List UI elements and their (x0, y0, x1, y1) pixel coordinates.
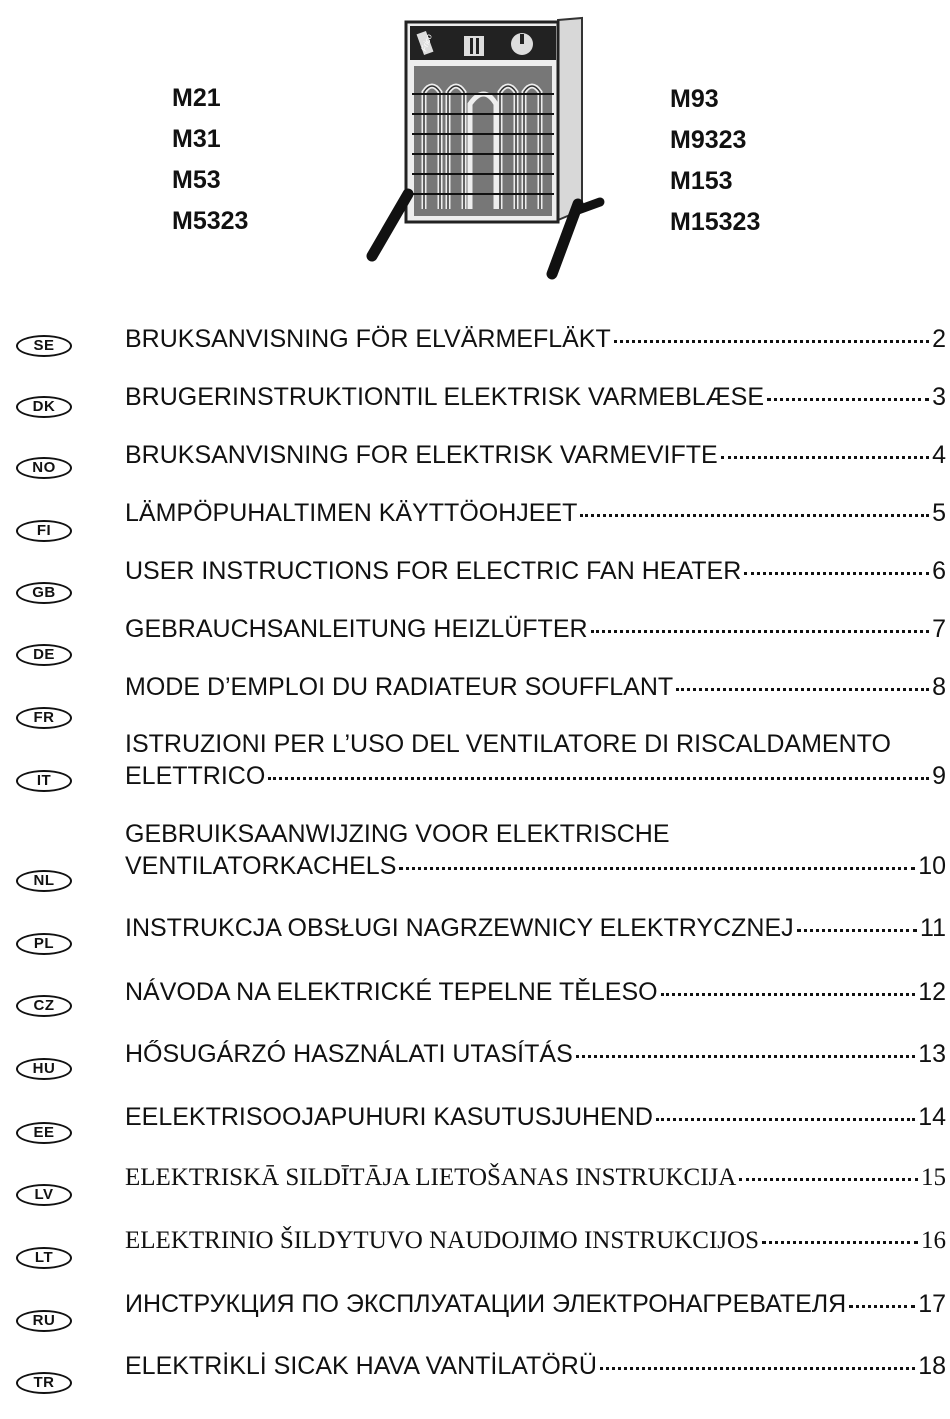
toc-title: MODE D’EMPLOI DU RADIATEUR SOUFFLANT (125, 673, 674, 701)
toc-title: ELEKTRİKLİ SICAK HAVA VANTİLATÖRÜ (125, 1352, 597, 1380)
toc-entry (125, 499, 946, 528)
fan-heater-illustration (360, 14, 610, 284)
toc-title: NÁVODA NA ELEKTRICKÉ TEPELNE TĚLESO (125, 978, 658, 1006)
dot-leader (849, 1305, 915, 1308)
toc-entry (125, 852, 946, 881)
toc-page-number: 16 (921, 1227, 946, 1254)
heater-brand: Frico (419, 32, 434, 53)
language-code-badge: FR (16, 707, 72, 729)
toc-page-number: 5 (932, 499, 946, 527)
toc-title: BRUKSANVISNING FOR ELEKTRISK VARMEVIFTE (125, 441, 718, 469)
toc-title: GEBRAUCHSANLEITUNG HEIZLÜFTER (125, 615, 588, 643)
model-name: M21 (172, 84, 221, 112)
model-name: M15323 (670, 208, 761, 236)
toc-title: HŐSUGÁRZÓ HASZNÁLATI UTASÍTÁS (125, 1040, 573, 1068)
dot-leader (614, 340, 929, 343)
model-list-right (670, 79, 760, 243)
language-code-badge: DK (16, 396, 72, 418)
dot-leader (767, 398, 929, 401)
toc-title: VENTILATORKACHELS (125, 852, 397, 880)
dot-leader (576, 1055, 915, 1058)
toc-entry (125, 1352, 946, 1381)
model-name: M53 (172, 166, 221, 194)
model-name: M153 (670, 167, 733, 195)
toc-title: BRUKSANVISNING FÖR ELVÄRMEFLÄKT (125, 325, 611, 353)
toc-page-number: 4 (932, 441, 946, 469)
language-code-badge: RU (16, 1310, 72, 1332)
toc-entry (125, 1164, 946, 1192)
language-code-badge: CZ (16, 995, 72, 1017)
toc-title: ELEKTRISKĀ SILDĪTĀJA LIETOŠANAS INSTRUKCIJA (125, 1164, 737, 1191)
toc-page-number: 2 (932, 325, 946, 353)
dot-leader (797, 929, 917, 932)
model-name: M5323 (172, 207, 249, 235)
language-code-badge: TR (16, 1372, 72, 1394)
dot-leader (268, 777, 929, 780)
toc-title: INSTRUKCJA OBSŁUGI NAGRZEWNICY ELEKTRYCZNEJ (125, 914, 794, 942)
language-code-badge: SE (16, 335, 72, 357)
toc-page-number: 18 (918, 1352, 946, 1380)
language-code-badge: NL (16, 870, 72, 892)
language-code-badge: IT (16, 770, 72, 792)
toc-title-line1: GEBRUIKSAANWIJZING VOOR ELEKTRISCHE (125, 820, 670, 848)
toc-entry (125, 1227, 946, 1255)
toc-page-number: 14 (918, 1103, 946, 1131)
toc-entry (125, 615, 946, 644)
language-code-badge: FI (16, 520, 72, 542)
dot-leader (661, 993, 916, 996)
toc-entry (125, 1290, 946, 1319)
dot-leader (744, 572, 929, 575)
toc-entry (125, 1103, 946, 1132)
dot-leader (656, 1118, 915, 1121)
toc-page-number: 10 (918, 852, 946, 880)
dot-leader (739, 1178, 918, 1181)
toc-entry (125, 978, 946, 1007)
toc-entry (125, 557, 946, 586)
toc-title: EELEKTRISOOJAPUHURI KASUTUSJUHEND (125, 1103, 653, 1131)
language-code-badge: EE (16, 1122, 72, 1144)
toc-title: ИНСТРУКЦИЯ ПО ЭКСПЛУАТАЦИИ ЭЛЕКТРОНАГРЕВАТЕЛЯ (125, 1290, 847, 1318)
toc-title: BRUGERINSTRUKTIONTIL ELEKTRISK VARMEBLÆSE (125, 383, 765, 411)
toc-entry (125, 325, 946, 354)
toc-entry (125, 383, 946, 412)
toc-entry (125, 441, 946, 470)
toc-page-number: 15 (921, 1164, 946, 1191)
language-code-badge: NO (16, 457, 72, 479)
language-code-badge: PL (16, 933, 72, 955)
toc-title-line1: ISTRUZIONI PER L’USO DEL VENTILATORE DI RISCALDAMENTO (125, 730, 891, 758)
dot-leader (591, 630, 930, 633)
dot-leader (676, 688, 929, 691)
dot-leader (600, 1367, 915, 1370)
model-name: M31 (172, 125, 221, 153)
toc-title: LÄMPÖPUHALTIMEN KÄYTTÖOHJEET (125, 499, 578, 527)
toc-page-number: 3 (932, 383, 946, 411)
language-code-badge: LT (16, 1247, 72, 1269)
toc-title: ELEKTRINIO ŠILDYTUVO NAUDOJIMO INSTRUKCIJOS (125, 1227, 759, 1254)
toc-page-number: 11 (920, 914, 946, 942)
dot-leader (762, 1241, 918, 1244)
toc-page-number: 17 (918, 1290, 946, 1318)
toc-page-number: 7 (932, 615, 946, 643)
toc-entry (125, 762, 946, 791)
model-name: M93 (670, 85, 719, 113)
language-code-badge: DE (16, 644, 72, 666)
toc-page-number: 12 (918, 978, 946, 1006)
toc-page-number: 13 (918, 1040, 946, 1068)
language-code-badge: LV (16, 1184, 72, 1206)
toc-entry (125, 673, 946, 702)
dot-leader (721, 456, 929, 459)
toc-entry (125, 1040, 946, 1069)
model-list-left (172, 78, 248, 242)
dot-leader (399, 867, 915, 870)
toc-title: USER INSTRUCTIONS FOR ELECTRIC FAN HEATER (125, 557, 742, 585)
language-code-badge: GB (16, 582, 72, 604)
toc-page-number: 8 (932, 673, 946, 701)
toc-title: ELETTRICO (125, 762, 266, 790)
toc-entry (125, 914, 946, 943)
dot-leader (580, 514, 929, 517)
toc-page-number: 6 (932, 557, 946, 585)
toc-page-number: 9 (932, 762, 946, 790)
language-code-badge: HU (16, 1058, 72, 1080)
model-name: M9323 (670, 126, 747, 154)
